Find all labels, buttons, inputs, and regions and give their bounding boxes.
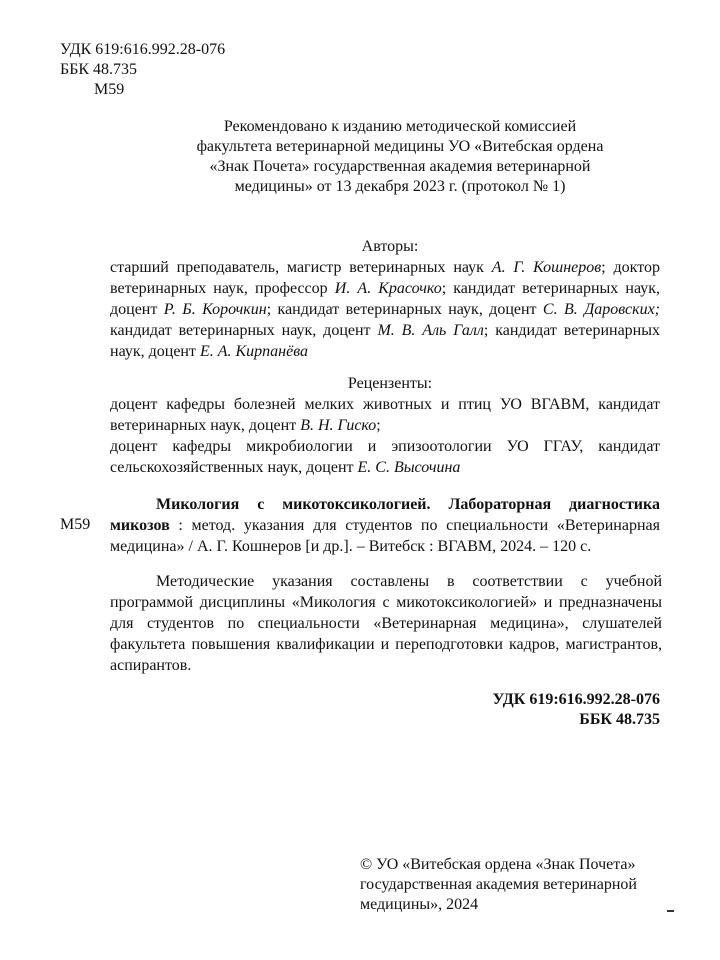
copyright-line: медицины», 2024 [360, 896, 479, 913]
recommendation-line: «Знак Почета» государственная академия ветеринарной [209, 158, 591, 175]
reviewer-name: Е. С. Высочина [357, 459, 461, 476]
bibliographic-description [110, 494, 660, 557]
reviewer-punct: ; [376, 417, 381, 434]
classification-codes-bottom [493, 690, 660, 730]
reviewers-list [110, 394, 660, 478]
copyright-line: © УО «Витебская ордена «Знак Почета» [360, 856, 636, 873]
author-text: ; кандидат ветеринарных наук, доцент [266, 301, 543, 318]
reviewers-heading: Рецензенты: [347, 375, 433, 392]
reviewer-entry [110, 394, 660, 436]
reviewer-text: доцент кафедры микробиологии и эпизоотологии УО ГГАУ, кандидат сельскохозяйственных наук, доцент [110, 438, 660, 476]
recommendation-line: медицины» от 13 декабря 2023 г. (протокол № 1) [234, 178, 566, 195]
bbk-code-bottom: ББК 48.735 [579, 711, 660, 728]
recommendation-line: факультета ветеринарной медицины УО «Витебская ордена [196, 138, 604, 155]
authors-list [110, 257, 660, 362]
author-name: М. В. Аль Галл [377, 322, 484, 339]
author-name: Е. А. Кирпанёва [199, 343, 309, 360]
book-title: Микология с микотоксикологией. Лабораторная диагностика микозов [110, 496, 660, 534]
reviewer-name: В. Н. Гиско [300, 417, 377, 434]
page-corner-mark [667, 910, 674, 912]
author-text: старший преподаватель, магистр ветеринарных наук [110, 259, 492, 276]
author-name: А. Г. Кошнеров [491, 259, 602, 276]
reviewer-entry [110, 436, 660, 478]
author-text: ; доктор ветеринарных наук, профессор [110, 259, 661, 297]
author-text: ; кандидат ветеринарных наук, доцент [110, 322, 660, 360]
book-details: : метод. указания для студентов по специальности «Ветеринарная медицина» / А. Г. Кошнеров [и др.]. – Витебск : ВГАВМ, 2024. – 120 с. [110, 517, 660, 555]
bbk-code: ББК 48.735 [60, 61, 138, 78]
bibliographic-mark: М59 [60, 516, 91, 533]
udk-code: УДК 619:616.992.28-076 [60, 41, 226, 58]
author-mark: М59 [94, 81, 125, 98]
author-name: С. В. Даровских; [542, 301, 661, 318]
author-name: И. А. Красочко [334, 280, 442, 297]
annotation: Методические указания составлены в соответствии с учебной программой дисциплины «Микология с микотоксикологией» и предназначены для студентов по специальности «Ветеринарная медицина», слушателей факультета повышения квалификации и переподготовки кадров, магистрантов, аспирантов. [110, 573, 662, 674]
udk-code-bottom: УДК 619:616.992.28-076 [492, 691, 660, 708]
authors-heading: Авторы: [361, 238, 419, 255]
author-name: Р. Б. Корочкин [163, 301, 267, 318]
author-text: ; кандидат ветеринарных наук, доцент [110, 280, 661, 318]
copyright-notice [360, 855, 670, 915]
author-text: кандидат ветеринарных наук, доцент [110, 322, 378, 339]
classification-codes-top [60, 40, 225, 100]
copyright-line: государственная академия ветеринарной [360, 876, 637, 893]
recommendation-line: Рекомендовано к изданию методической комиссией [223, 118, 577, 135]
reviewer-text: доцент кафедры болезней мелких животных и птиц УО ВГАВМ, кандидат ветеринарных наук, доцент [110, 396, 660, 434]
recommendation-note [150, 117, 650, 197]
